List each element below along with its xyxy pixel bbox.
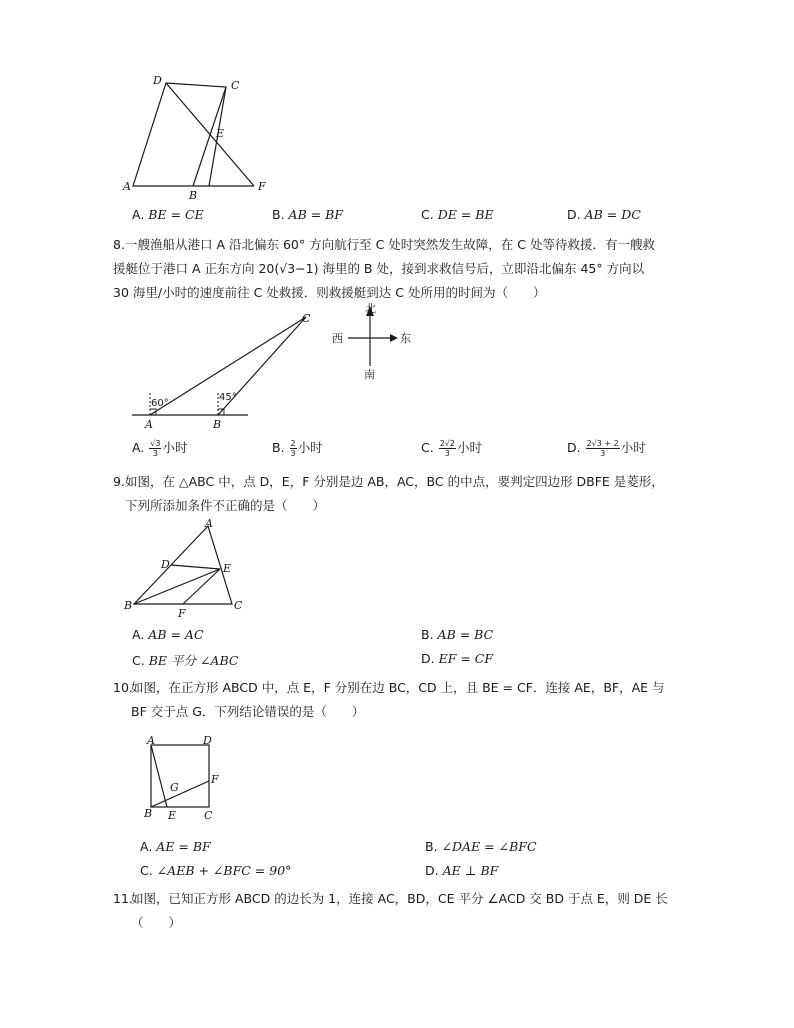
- label-A: A: [145, 418, 153, 431]
- compass-figure: [330, 300, 420, 380]
- compass-west: 西: [332, 332, 343, 345]
- q9-text: [125, 470, 715, 518]
- q7-option-d[interactable]: D. AB = DC: [567, 207, 641, 222]
- q10-figure: [140, 735, 225, 825]
- q7-option-b[interactable]: B. AB = BF: [272, 207, 344, 222]
- q8-option-a[interactable]: A. $\frac{√3}{3}$ 小时: [132, 439, 188, 458]
- q9-line-1: 如图，在 △ABC 中，点 D，E，F 分别是边 AB，AC，BC 的中点，要判定四边形 DBFE 是菱形，: [125, 474, 664, 489]
- label-E: E: [168, 809, 177, 822]
- label-E: E: [216, 127, 225, 140]
- q8-option-b[interactable]: B. $\frac{2}{3}$ 小时: [272, 439, 323, 458]
- q9-option-d[interactable]: D. EF = CF: [421, 651, 494, 666]
- label-D: D: [203, 734, 212, 747]
- q8-line-3: 30 海里/小时的速度前往 C 处救援．则救援艇到达 C 处所用的时间为（ ）: [113, 285, 546, 300]
- q9-option-a[interactable]: A. AB = AC: [132, 627, 204, 642]
- q8-number: 8.: [113, 237, 125, 252]
- label-A: A: [205, 517, 213, 530]
- east-arrow-icon: [390, 334, 398, 342]
- q9-line-2: 下列所添加条件不正确的是（ ）: [125, 498, 326, 513]
- q9-option-c[interactable]: C. BE 平分 ∠ABC: [132, 653, 239, 668]
- label-C: C: [204, 809, 213, 822]
- q10-line-2: BF 交于点 G．下列结论错误的是（ ）: [131, 704, 365, 719]
- label-D: D: [161, 558, 170, 571]
- label-B: B: [213, 418, 222, 431]
- angle-45: 45°: [219, 392, 237, 403]
- label-G: G: [170, 781, 179, 794]
- q10-option-a[interactable]: A. AE = BF: [140, 839, 211, 854]
- q10-option-b[interactable]: B. ∠DAE = ∠BFC: [425, 839, 537, 854]
- label-B: B: [124, 599, 133, 612]
- q11-line-1: 如图，已知正方形 ABCD 的边长为 1，连接 AC，BD，CE 平分 ∠ACD 交 BD 于点 E，则 DE 长: [131, 891, 668, 906]
- angle-60: 60°: [151, 398, 169, 409]
- q10-option-d[interactable]: D. AE ⊥ BF: [425, 863, 499, 878]
- q8-option-d[interactable]: D. $\frac{2√3 + 2}{3}$ 小时: [567, 439, 646, 458]
- q10-line-1: 如图，在正方形 ABCD 中，点 E，F 分别在边 BC，CD 上，且 BE = CF．连接 AE，BF，AE 与: [131, 680, 665, 695]
- q9-figure: [120, 518, 250, 618]
- compass-north: 北: [365, 302, 376, 315]
- label-A: A: [123, 180, 131, 193]
- q9-number: 9.: [113, 474, 125, 489]
- q9-option-b[interactable]: B. AB = BC: [421, 627, 494, 642]
- q10-text: [131, 676, 715, 724]
- label-F: F: [258, 180, 266, 193]
- label-D: D: [153, 74, 162, 87]
- label-B: B: [144, 807, 153, 820]
- q8-line-2: 援艇位于港口 A 正东方向 20(√3−1) 海里的 B 处，接到求救信号后，立即沿北偏东 45° 方向以: [113, 261, 645, 276]
- q7-figure: [118, 72, 278, 202]
- q11-line-2: （ ）: [131, 915, 182, 930]
- q10-option-c[interactable]: C. ∠AEB + ∠BFC = 90°: [140, 863, 292, 878]
- q8-text: [113, 233, 715, 305]
- label-F: F: [211, 773, 219, 786]
- label-C: C: [231, 79, 240, 92]
- label-E: E: [223, 562, 232, 575]
- q7-option-c[interactable]: C. DE = BE: [421, 207, 494, 222]
- q8-line-1: 一艘渔船从港口 A 沿北偏东 60° 方向航行至 C 处时突然发生故障，在 C 处等待救援．有一艘救: [125, 237, 655, 252]
- q11-number: 11.: [113, 891, 133, 906]
- q10-number: 10.: [113, 680, 133, 695]
- q8-figure: [128, 305, 328, 435]
- q8-option-c[interactable]: C. $\frac{2√2}{3}$ 小时: [421, 439, 482, 458]
- label-B: B: [189, 189, 198, 202]
- label-C: C: [302, 312, 311, 325]
- compass-south: 南: [364, 368, 375, 381]
- q7-option-a[interactable]: A. BE = CE: [132, 207, 204, 222]
- label-C: C: [234, 599, 243, 612]
- compass-east: 东: [400, 332, 411, 345]
- label-F: F: [178, 607, 186, 620]
- label-A: A: [147, 734, 155, 747]
- q11-text: [131, 887, 715, 935]
